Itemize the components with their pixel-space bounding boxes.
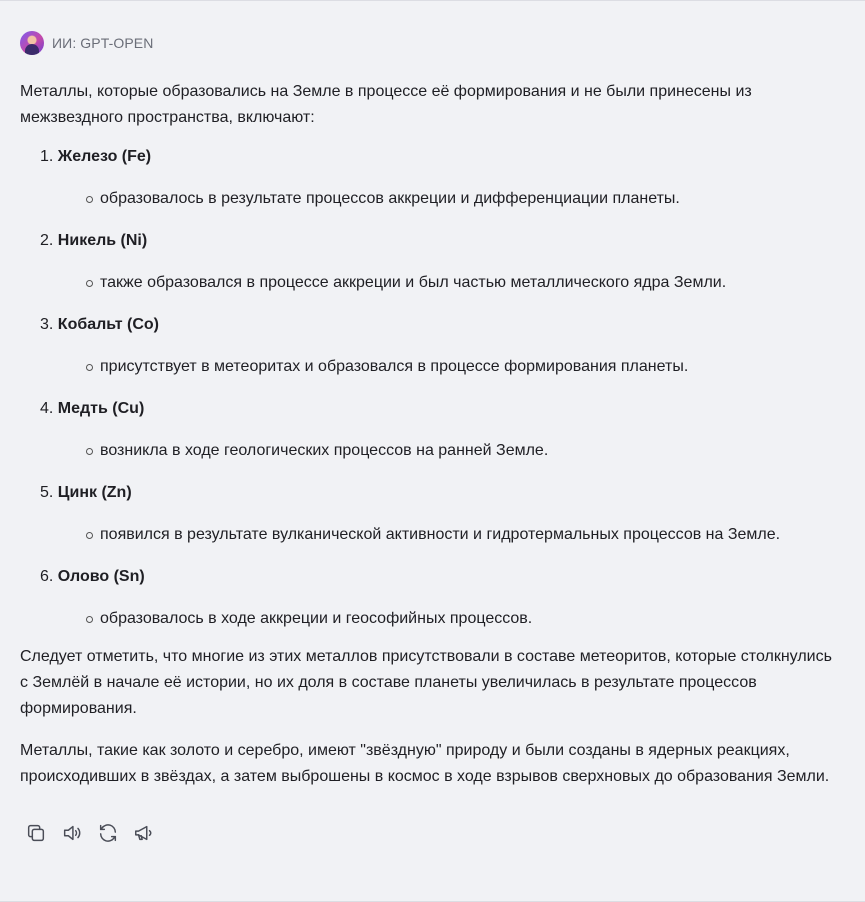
message-actions — [24, 821, 840, 845]
bullet-icon — [86, 532, 93, 539]
top-divider — [0, 0, 865, 1]
bullet-icon — [86, 196, 93, 203]
read-aloud-button[interactable] — [60, 821, 84, 845]
item-title: Кобальт (Co) — [57, 316, 159, 333]
item-description: возникла в ходе геологических процессов на ранней Земле. — [100, 442, 549, 459]
item-description: также образовался в процессе аккреции и был частью металлического ядра Земли. — [100, 274, 727, 291]
bullet-icon — [86, 448, 93, 455]
item-number: 6. — [40, 568, 54, 585]
list-item — [20, 144, 840, 212]
item-title: Никель (Ni) — [57, 232, 148, 249]
message-body — [20, 79, 840, 790]
item-title: Медть (Cu) — [57, 400, 145, 417]
refresh-icon — [97, 822, 119, 844]
item-title: Олово (Sn) — [57, 568, 145, 585]
item-description: образовалось в ходе аккреции и геософийных процессов. — [100, 610, 533, 627]
item-description: присутствует в метеоритах и образовался в процессе формирования планеты. — [100, 358, 689, 375]
report-button[interactable] — [132, 821, 156, 845]
avatar — [20, 31, 44, 55]
item-title: Цинк (Zn) — [57, 484, 132, 501]
item-description: образовалось в результате процессов аккреции и дифференциации планеты. — [100, 190, 680, 207]
item-number: 1. — [40, 148, 54, 165]
megaphone-icon — [133, 822, 155, 844]
bullet-icon — [86, 280, 93, 287]
conclusion-paragraph: Металлы, такие как золото и серебро, имеют "звёздную" природу и были созданы в ядерных реакциях, происходивших в звёздах, а затем выброшены в космос в ходе взрывов сверхновых до образования Земли. — [20, 742, 830, 785]
metals-list — [20, 144, 840, 632]
list-item — [20, 564, 840, 632]
item-number: 2. — [40, 232, 54, 249]
list-item — [20, 396, 840, 464]
list-item — [20, 228, 840, 296]
intro-paragraph: Металлы, которые образовались на Земле в процессе её формирования и не были принесены из межзвездного пространства, включают: — [20, 83, 752, 126]
bullet-icon — [86, 364, 93, 371]
copy-button[interactable] — [24, 821, 48, 845]
regenerate-button[interactable] — [96, 821, 120, 845]
item-number: 3. — [40, 316, 54, 333]
bullet-icon — [86, 616, 93, 623]
assistant-message — [20, 30, 840, 845]
item-number: 4. — [40, 400, 54, 417]
note-paragraph: Следует отметить, что многие из этих металлов присутствовали в составе метеоритов, которые столкнулись с Землёй в начале её истории, но их доля в составе планеты увеличилась в результате процессов формирования. — [20, 648, 832, 717]
copy-icon — [25, 822, 47, 844]
author-name: ИИ: GPT-OPEN — [52, 35, 154, 51]
message-header — [20, 30, 840, 56]
list-item — [20, 480, 840, 548]
item-number: 5. — [40, 484, 54, 501]
item-description: появился в результате вулканической активности и гидротермальных процессов на Земле. — [100, 526, 781, 543]
item-title: Железо (Fe) — [57, 148, 152, 165]
list-item — [20, 312, 840, 380]
speaker-icon — [61, 822, 83, 844]
